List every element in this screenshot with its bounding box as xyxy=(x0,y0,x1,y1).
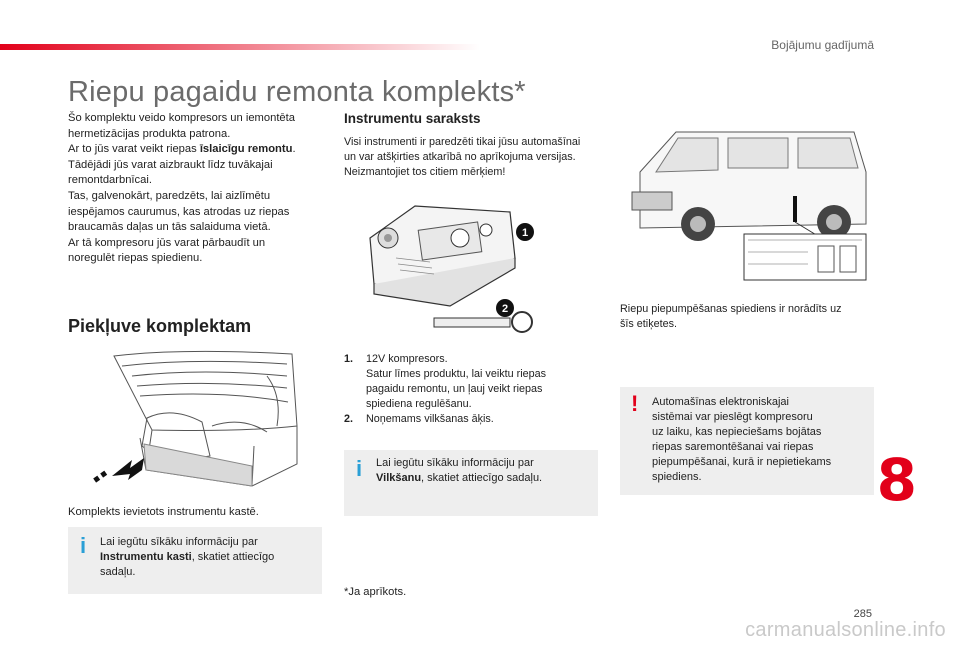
page-number: 285 xyxy=(853,608,872,620)
van-label-illustration xyxy=(618,112,874,288)
list-item: 1. 12V kompresors. xyxy=(344,353,448,365)
callout-1: 1 xyxy=(521,227,529,239)
tools-list: 1. 12V kompresors. Satur līmes produktu, lai veiktu riepas pagaidu remontu, un ļauj veikt riepas spiediena regulēšanu. 2. Noņemams vilkšanas āķis. xyxy=(344,352,604,427)
access-info-note: i Lai iegūtu sīkāku informāciju par Instrumentu kasti, skatiet attiecīgo sadaļu. xyxy=(68,527,322,594)
pressure-caption: Riepu piepumpēšanas spiediens ir norādīts uz šīs etiķetes. xyxy=(620,303,842,330)
info-icon: i xyxy=(356,456,363,481)
warning-icon: ! xyxy=(631,391,639,416)
seat-toolbox-illustration xyxy=(92,346,302,494)
tools-info-note: i Lai iegūtu sīkāku informāciju par Vilkšanu, skatiet attiecīgo sadaļu. xyxy=(344,450,598,516)
access-caption: Komplekts ievietots instrumentu kastē. xyxy=(68,506,259,518)
tools-description: Visi instrumenti ir paredzēti tikai jūsu automašīnai un var atšķirties atkarībā no aprīkojuma versijas. Neizmantojiet tos citiem mērķiem! xyxy=(344,136,581,178)
watermark: carmanualsonline.info xyxy=(745,619,946,641)
intro-text: Šo komplektu veido kompresors un iemontēta hermetizācijas produkta patrona. Ar to jūs varat veikt riepas īslaicīgu remontu. Tādējādi jūs varat aizbraukt līdz tuvākajai remontdarbnīcai. Tas, galvenokārt, paredzēts, lai aizlīmētu iespējamos caurumus, kas atrodas uz riepas braucamās daļas un tās salaiduma vietā. Ar tā kompresoru jūs varat pārbaudīt un noregulēt riepas spiedienu. xyxy=(68,112,296,265)
access-heading: Piekļuve komplektam xyxy=(68,316,252,336)
page-title: Riepu pagaidu remonta komplekts* xyxy=(68,76,526,108)
tools-heading: Instrumentu saraksts xyxy=(344,111,481,126)
chapter-number: 8 xyxy=(876,446,917,514)
list-item: 2. Noņemams vilkšanas āķis. xyxy=(344,413,494,425)
header-accent-bar xyxy=(0,44,480,50)
warning-note: ! Automašīnas elektroniskajai sistēmai var pieslēgt kompresoru uz laiku, kas nepieciešams bojātas riepas saremontēšanai vai riepas piepumpēšanai, kurā ir nepietiekams spiediens. xyxy=(620,387,874,495)
footnote: *Ja aprīkots. xyxy=(344,586,407,598)
tool-kit-illustration xyxy=(360,198,540,338)
info-icon: i xyxy=(80,533,87,558)
section-header: Bojājumu gadījumā xyxy=(771,38,874,52)
callout-2: 2 xyxy=(501,303,509,315)
